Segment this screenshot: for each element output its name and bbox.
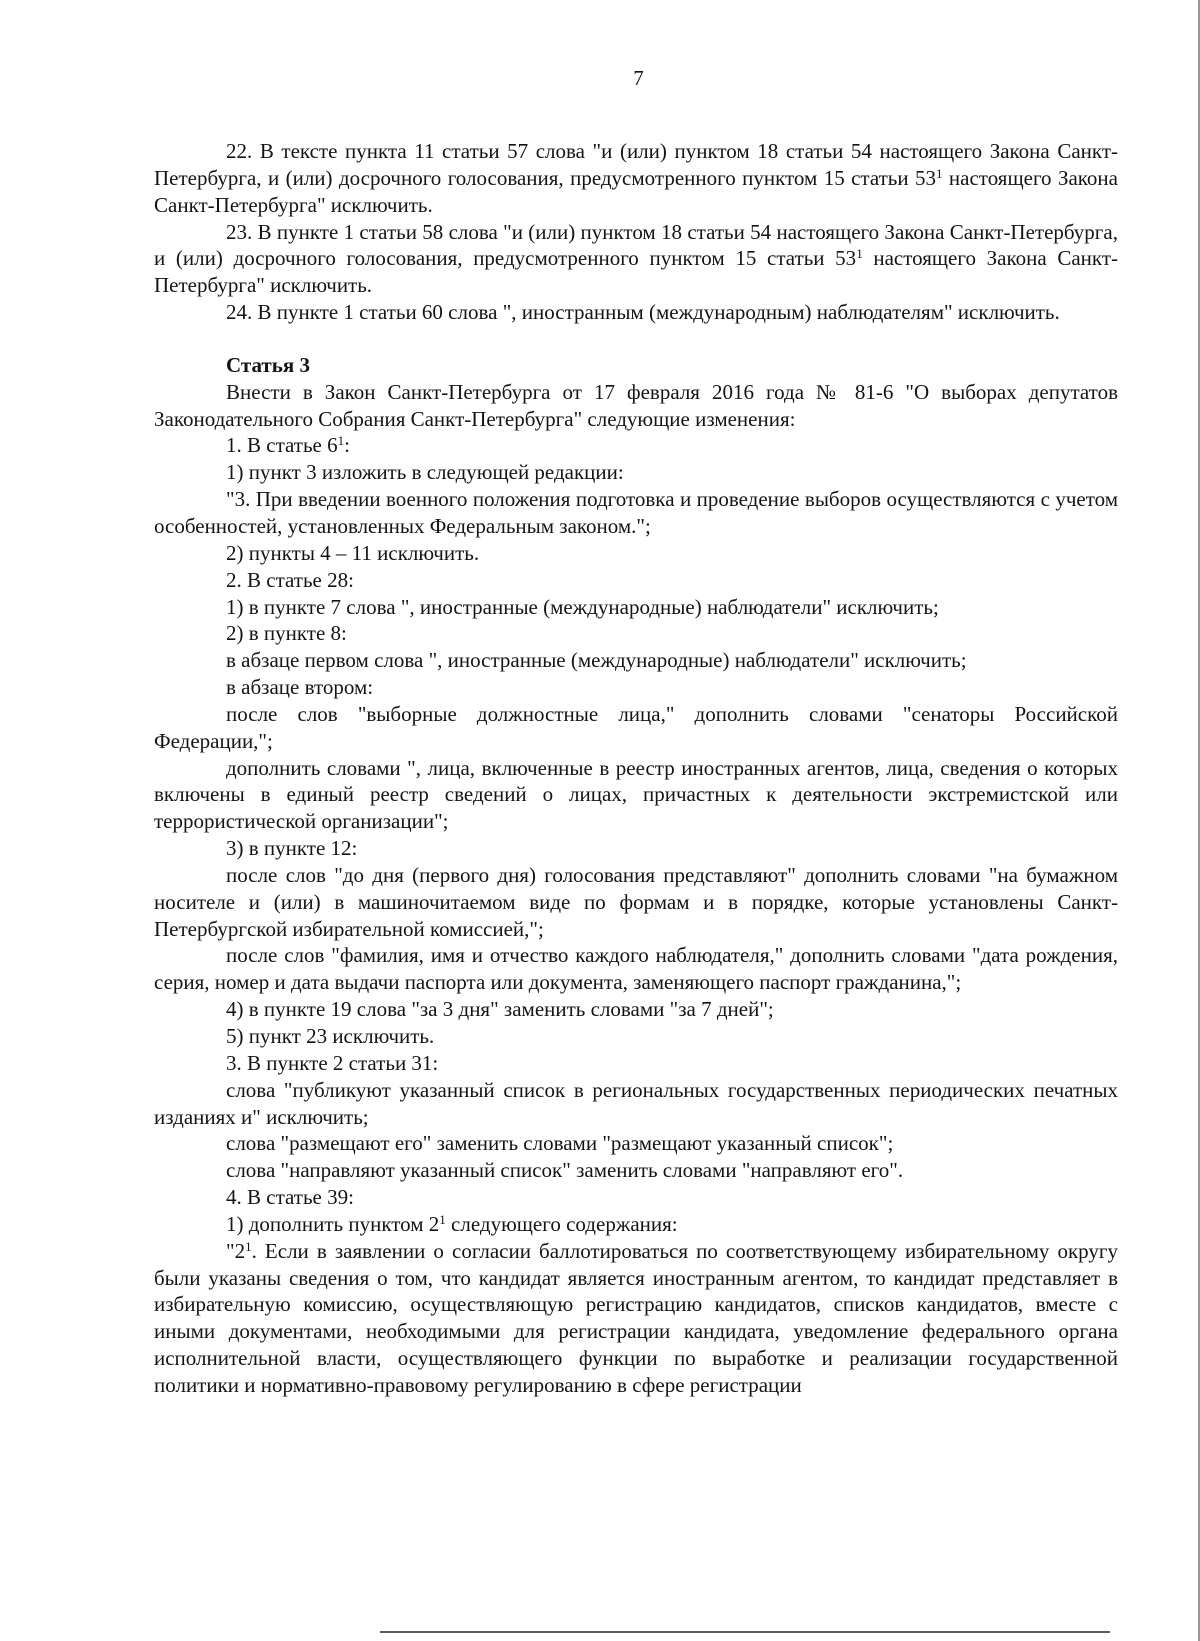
- item-2-2-b: в абзаце втором:: [226, 675, 374, 700]
- item-2-2-b-2: дополнить словами ", лица, включенные в реестр иностранных агентов, лица, сведения о которых включены в единый реестр сведений о лицах, причастных к деятельности экстремистской или террористической организации";: [154, 755, 1118, 834]
- item-2-4: 4) в пункте 19 слова "за 3 дня" заменить словами "за 7 дней";: [226, 997, 774, 1022]
- scan-edge-bottom: [380, 1631, 1110, 1633]
- item-3-b: слова "размещают его" заменить словами "размещают указанный список";: [226, 1131, 894, 1156]
- item-3-c: слова "направляют указанный список" заменить словами "направляют его".: [226, 1158, 904, 1183]
- paragraph-24: 24. В пункте 1 статьи 60 слова ", иностранным (международным) наблюдателям" исключить.: [226, 300, 1060, 325]
- item-4-1: 1) дополнить пунктом $2^1$ следующего содержания:: [226, 1211, 678, 1236]
- item-4-1-text: "$2^1$. Если в заявлении о согласии баллотироваться по соответствующему избирательному округу были указаны сведения о том, что кандидат является иностранным агентом, то кандидат представляет в избирательную комиссию, осуществляющую регистрацию кандидатов, списков кандидатов, вместе с иными документами, необходимыми для регистрации кандидата, уведомление федерального органа исполнительной власти, осуществляющего функции по выработке и реализации государственной политики и нормативно-правовому регулированию в сфере регистрации: [154, 1238, 1118, 1397]
- item-2-3-b: после слов "фамилия, имя и отчество каждого наблюдателя," дополнить словами "дата рождения, серия, номер и дата выдачи паспорта или документа, заменяющего паспорт гражданина,";: [154, 943, 1118, 995]
- item-2: 2. В статье 28:: [226, 567, 354, 592]
- item-4: 4. В статье 39:: [226, 1185, 354, 1210]
- item-2-3: 3) в пункте 12:: [226, 836, 358, 861]
- item-2-2-b-1: после слов "выборные должностные лица," дополнить словами "сенаторы Российской Федерации,";: [154, 701, 1118, 753]
- item-1-1: 1) пункт 3 изложить в следующей редакции:: [226, 460, 624, 485]
- item-3-a: слова "публикуют указанный список в региональных государственных периодических печатных изданиях и" исключить;: [154, 1077, 1118, 1129]
- item-2-5: 5) пункт 23 исключить.: [226, 1024, 435, 1048]
- item-2-3-a: после слов "до дня (первого дня) голосования представляют" дополнить словами "на бумажном носителе и (или) в машиночитаемом виде по формам и в порядке, которые установлены Санкт-Петербургской избирательной комиссией,";: [154, 862, 1118, 941]
- item-2-1: 1) в пункте 7 слова ", иностранные (международные) наблюдатели" исключить;: [226, 594, 939, 619]
- page-number: 7: [633, 66, 644, 90]
- document-body: [154, 138, 1118, 1399]
- item-1-1-text: "3. При введении военного положения подготовка и проведение выборов осуществляются с учетом особенностей, установленных Федеральным законом.";: [154, 487, 1118, 538]
- item-2-2: 2) в пункте 8:: [226, 621, 347, 646]
- paragraph-22: 22. В тексте пункта 11 статьи 57 слова "и (или) пунктом 18 статьи 54 настоящего Закона Санкт-Петербурга, и (или) досрочного голосования, предусмотренного пунктом 15 статьи $53^1$ настоящего Закона Санкт-Петербурга" исключить.: [154, 139, 1118, 217]
- item-3: 3. В пункте 2 статьи 31:: [226, 1050, 439, 1075]
- item-1: 1. В статье $6^1$:: [226, 433, 350, 458]
- item-1-2: 2) пункты 4 – 11 исключить.: [226, 540, 480, 565]
- article-intro: Внести в Закон Санкт-Петербурга от 17 февраля 2016 года № 81-6 "О выборах депутатов Законодательного Собрания Санкт-Петербурга" следующие изменения:: [154, 379, 1118, 431]
- item-2-2-a: в абзаце первом слова ", иностранные (международные) наблюдатели" исключить;: [226, 648, 967, 673]
- article-heading: Статья 3: [226, 352, 310, 377]
- paragraph-23: 23. В пункте 1 статьи 58 слова "и (или) пунктом 18 статьи 54 настоящего Закона Санкт-Петербурга, и (или) досрочного голосования, предусмотренного пунктом 15 статьи $53^1$ настоящего Закона Санкт-Петербурга" исключить.: [154, 219, 1118, 298]
